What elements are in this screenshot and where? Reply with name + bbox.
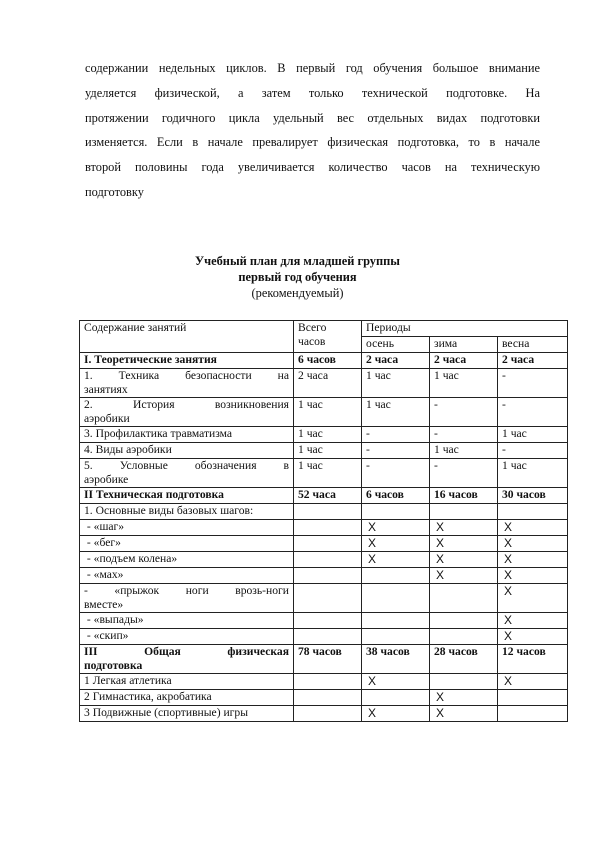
cell-total: 6 часов — [294, 353, 362, 369]
cell-spring — [498, 504, 568, 520]
cell-autumn — [362, 629, 430, 645]
cell-spring: X — [498, 584, 568, 613]
cell-winter — [430, 584, 498, 613]
row-label-line2: подготовка — [84, 659, 143, 672]
cell-autumn: X — [362, 674, 430, 690]
table-row — [80, 520, 568, 536]
cell-total: 1 час — [294, 443, 362, 459]
header-periods: Периоды — [362, 321, 568, 337]
header-total — [294, 321, 362, 353]
table-row — [80, 552, 568, 568]
cell-spring: 2 часа — [498, 353, 568, 369]
cell-autumn: - — [362, 443, 430, 459]
header-winter: зима — [430, 337, 498, 353]
cell-autumn: X — [362, 536, 430, 552]
table-row — [80, 488, 568, 504]
cell-autumn: 1 час — [362, 369, 430, 398]
table-row — [80, 459, 568, 488]
cell-autumn: X — [362, 520, 430, 536]
cell-winter: - — [430, 398, 498, 427]
cell-autumn: X — [362, 552, 430, 568]
paragraph-line: изменяется. Если в начале превалирует физическая подготовка, то в начале — [85, 135, 540, 150]
table-row — [80, 504, 568, 520]
cell-total — [294, 552, 362, 568]
row-label — [80, 584, 294, 613]
table-row — [80, 568, 568, 584]
cell-total — [294, 568, 362, 584]
row-label — [80, 645, 294, 674]
cell-winter: X — [430, 568, 498, 584]
table-row — [80, 690, 568, 706]
plan-title-line1: Учебный план для младшей группы — [195, 254, 400, 268]
row-label: 3. Профилактика травматизма — [80, 427, 294, 443]
cell-total: 1 час — [294, 459, 362, 488]
table-row — [80, 427, 568, 443]
row-label-line1: 2. История возникновения — [84, 398, 289, 411]
paragraph-line: второй половины года увеличивается количество часов на техническую — [85, 160, 540, 175]
row-label-line1: - «прыжок ноги врозь-ноги — [84, 584, 289, 597]
cell-winter — [430, 674, 498, 690]
table-row — [80, 629, 568, 645]
cell-spring: 1 час — [498, 459, 568, 488]
table-row — [80, 536, 568, 552]
curriculum-table — [79, 320, 568, 722]
cell-spring: - — [498, 398, 568, 427]
cell-autumn — [362, 568, 430, 584]
paragraph-line: подготовку — [85, 184, 144, 199]
table-row — [80, 398, 568, 427]
cell-spring: X — [498, 674, 568, 690]
cell-total: 52 часа — [294, 488, 362, 504]
cell-spring: - — [498, 443, 568, 459]
paragraph-line: уделяется физической, а затем только технической подготовке. На — [85, 85, 540, 100]
table-row — [80, 353, 568, 369]
row-label: - «шаг» — [80, 520, 294, 536]
cell-autumn: X — [362, 706, 430, 722]
cell-spring: X — [498, 613, 568, 629]
cell-autumn — [362, 584, 430, 613]
row-label-line2: вместе» — [84, 598, 124, 611]
row-label: - «мах» — [80, 568, 294, 584]
cell-total — [294, 584, 362, 613]
row-label: 1. Основные виды базовых шагов: — [80, 504, 294, 520]
cell-total — [294, 629, 362, 645]
cell-total — [294, 536, 362, 552]
table-row — [80, 443, 568, 459]
intro-paragraph — [85, 56, 540, 205]
header-total-line1: Всего — [298, 321, 327, 334]
plan-title-line2: первый год обучения — [238, 270, 357, 284]
cell-total: 1 час — [294, 398, 362, 427]
row-label: - «подъем колена» — [80, 552, 294, 568]
plan-title-line3: (рекомендуемый) — [251, 286, 344, 300]
row-label-line2: аэробике — [84, 473, 129, 486]
cell-spring: 30 часов — [498, 488, 568, 504]
cell-winter: 2 часа — [430, 353, 498, 369]
cell-total — [294, 613, 362, 629]
cell-total — [294, 690, 362, 706]
cell-winter: X — [430, 536, 498, 552]
cell-autumn — [362, 690, 430, 706]
cell-spring: X — [498, 520, 568, 536]
cell-autumn: 2 часа — [362, 353, 430, 369]
cell-spring: X — [498, 568, 568, 584]
row-label-line1: III Общая физическая — [84, 645, 289, 658]
row-label: - «выпады» — [80, 613, 294, 629]
cell-total: 1 час — [294, 427, 362, 443]
row-label: II Техническая подготовка — [80, 488, 294, 504]
table-row — [80, 369, 568, 398]
row-label: - «скип» — [80, 629, 294, 645]
cell-winter: 1 час — [430, 369, 498, 398]
row-label — [80, 398, 294, 427]
cell-spring: 1 час — [498, 427, 568, 443]
row-label-line2: занятиях — [84, 383, 128, 396]
cell-total — [294, 706, 362, 722]
cell-winter — [430, 629, 498, 645]
table-row — [80, 584, 568, 613]
cell-spring: X — [498, 552, 568, 568]
cell-spring: 12 часов — [498, 645, 568, 674]
table-row — [80, 674, 568, 690]
cell-winter: 1 час — [430, 443, 498, 459]
cell-autumn: - — [362, 459, 430, 488]
cell-winter: X — [430, 552, 498, 568]
table-header-row — [80, 321, 568, 337]
cell-winter: X — [430, 706, 498, 722]
table-body — [80, 353, 568, 722]
cell-autumn: 38 часов — [362, 645, 430, 674]
row-label: 4. Виды аэробики — [80, 443, 294, 459]
header-total-line2: часов — [298, 335, 326, 348]
cell-winter: 16 часов — [430, 488, 498, 504]
cell-winter — [430, 504, 498, 520]
header-content: Содержание занятий — [80, 321, 294, 353]
cell-total — [294, 674, 362, 690]
cell-winter: 28 часов — [430, 645, 498, 674]
cell-winter: - — [430, 427, 498, 443]
row-label-line2: аэробики — [84, 412, 130, 425]
row-label-line1: 1. Техника безопасности на — [84, 369, 289, 382]
row-label — [80, 369, 294, 398]
table-row — [80, 706, 568, 722]
cell-spring — [498, 706, 568, 722]
header-autumn: осень — [362, 337, 430, 353]
paragraph-line: содержании недельных циклов. В первый год обучения большое внимание — [85, 61, 540, 75]
plan-title — [0, 253, 595, 301]
header-spring: весна — [498, 337, 568, 353]
paragraph-line: протяжении годичного цикла удельный вес отдельных видах подготовки — [85, 110, 540, 125]
cell-spring: - — [498, 369, 568, 398]
cell-total: 2 часа — [294, 369, 362, 398]
cell-autumn — [362, 613, 430, 629]
table-row — [80, 613, 568, 629]
table-row — [80, 645, 568, 674]
cell-winter: X — [430, 520, 498, 536]
row-label: 1 Легкая атлетика — [80, 674, 294, 690]
cell-autumn: - — [362, 427, 430, 443]
row-label: 2 Гимнастика, акробатика — [80, 690, 294, 706]
cell-total: 78 часов — [294, 645, 362, 674]
cell-winter: - — [430, 459, 498, 488]
row-label: - «бег» — [80, 536, 294, 552]
cell-autumn: 1 час — [362, 398, 430, 427]
cell-total — [294, 504, 362, 520]
row-label: I. Теоретические занятия — [80, 353, 294, 369]
cell-total — [294, 520, 362, 536]
cell-spring — [498, 690, 568, 706]
cell-spring: X — [498, 629, 568, 645]
cell-winter: X — [430, 690, 498, 706]
row-label — [80, 459, 294, 488]
cell-autumn — [362, 504, 430, 520]
cell-winter — [430, 613, 498, 629]
cell-autumn: 6 часов — [362, 488, 430, 504]
row-label: 3 Подвижные (спортивные) игры — [80, 706, 294, 722]
row-label-line1: 5. Условные обозначения в — [84, 459, 289, 472]
cell-spring: X — [498, 536, 568, 552]
